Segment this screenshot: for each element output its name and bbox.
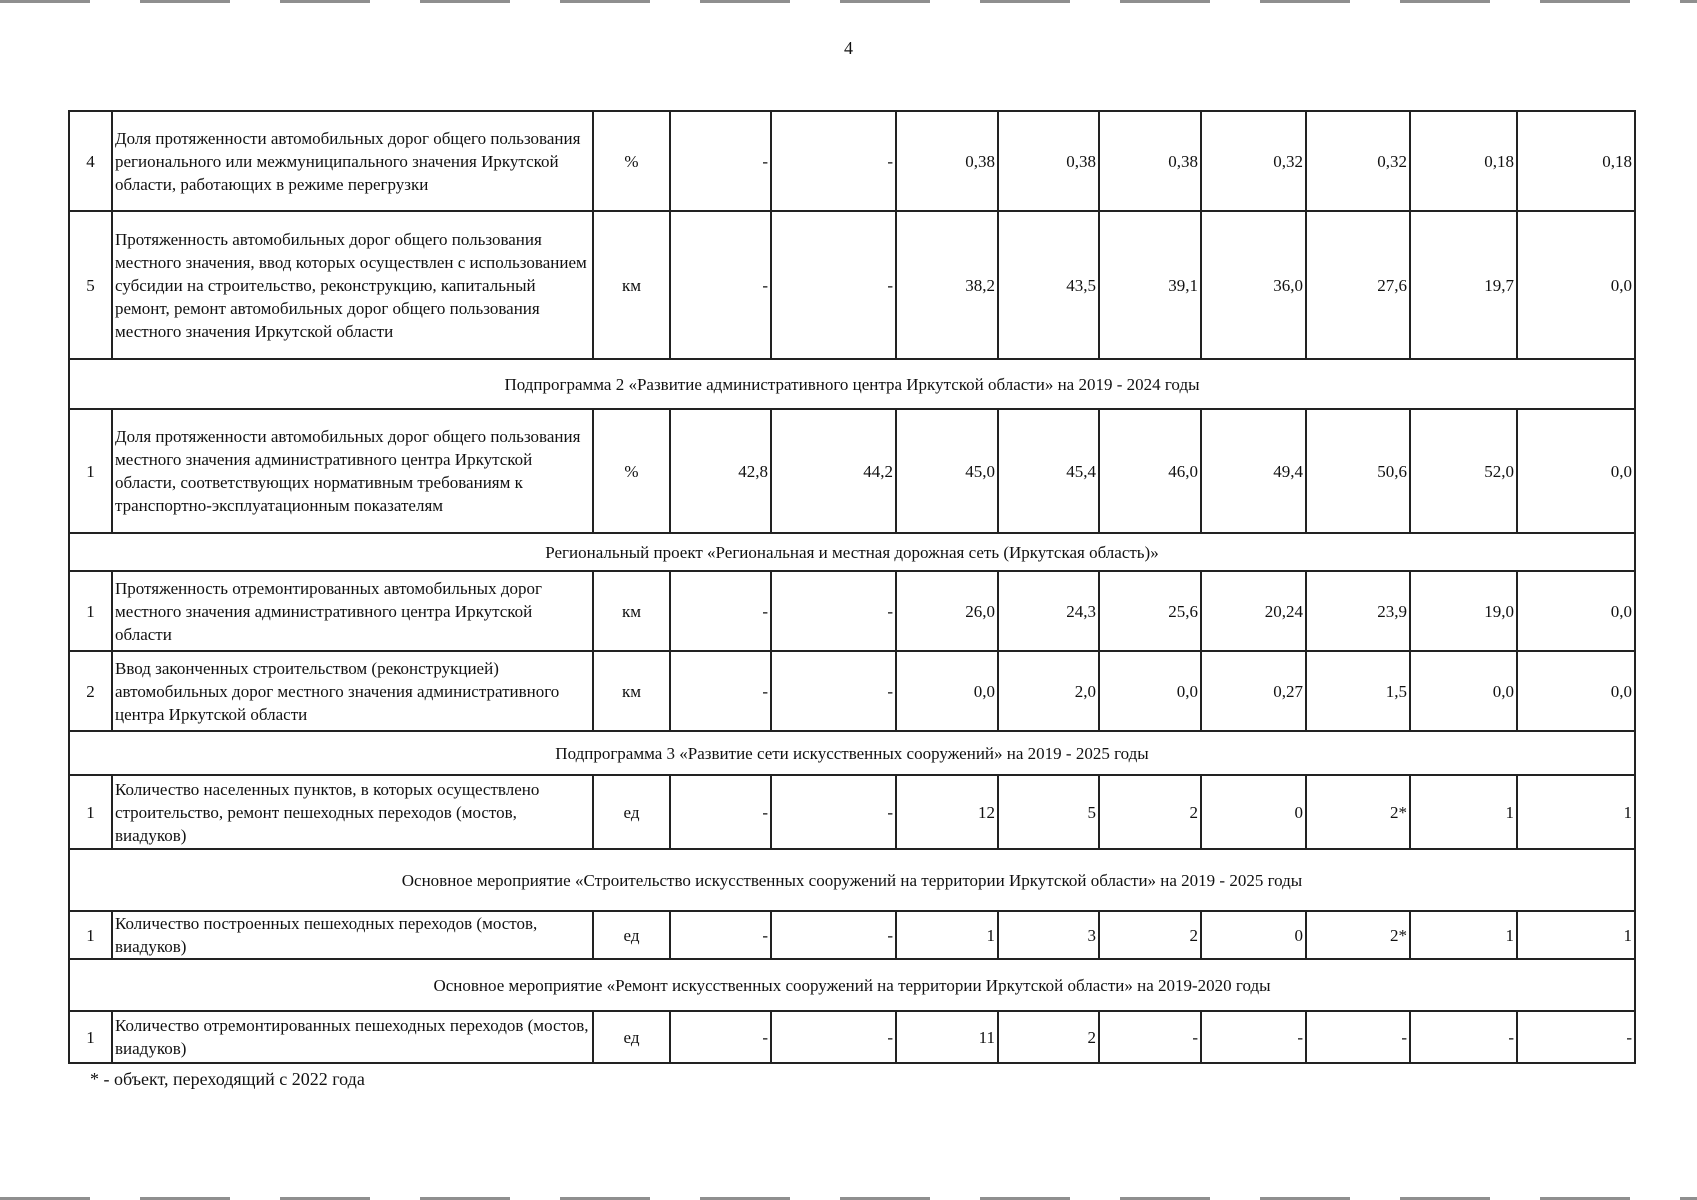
value-cell: - — [771, 775, 896, 849]
unit-cell: % — [593, 409, 670, 533]
value-cell: - — [771, 571, 896, 651]
indicator-name: Количество населенных пунктов, в которых осуществлено строительство, ремонт пешеходных переходов (мостов, виадуков) — [112, 775, 593, 849]
value-cell: - — [670, 651, 771, 731]
indicator-name: Ввод законченных строительством (реконструкцией) автомобильных дорог местного значения административного центра Иркутской области — [112, 651, 593, 731]
value-cell: 12 — [896, 775, 998, 849]
section-title: Подпрограмма 3 «Развитие сети искусственных сооружений» на 2019 - 2025 годы — [69, 731, 1635, 775]
value-cell: 3 — [998, 911, 1099, 959]
value-cell: 2 — [1099, 775, 1201, 849]
value-cell: - — [771, 1011, 896, 1063]
value-cell: 0,0 — [896, 651, 998, 731]
section-title: Подпрограмма 2 «Развитие административного центра Иркутской области» на 2019 - 2024 годы — [69, 359, 1635, 409]
unit-cell: % — [593, 111, 670, 211]
value-cell: - — [1306, 1011, 1410, 1063]
table-row — [69, 911, 1635, 959]
value-cell: 42,8 — [670, 409, 771, 533]
value-cell: 0,32 — [1201, 111, 1306, 211]
table-row — [69, 211, 1635, 359]
value-cell: 1 — [896, 911, 998, 959]
value-cell: - — [670, 775, 771, 849]
value-cell: 1,5 — [1306, 651, 1410, 731]
value-cell: 0,32 — [1306, 111, 1410, 211]
value-cell: - — [670, 911, 771, 959]
table-row — [69, 571, 1635, 651]
indicators-table — [68, 110, 1636, 1064]
value-cell: 46,0 — [1099, 409, 1201, 533]
value-cell: 1 — [1410, 775, 1517, 849]
value-cell: - — [771, 111, 896, 211]
unit-cell: ед — [593, 775, 670, 849]
table-row — [69, 111, 1635, 211]
value-cell: 52,0 — [1410, 409, 1517, 533]
value-cell: - — [1201, 1011, 1306, 1063]
value-cell: 45,0 — [896, 409, 998, 533]
value-cell: 2 — [998, 1011, 1099, 1063]
value-cell: 0,38 — [1099, 111, 1201, 211]
value-cell: 25,6 — [1099, 571, 1201, 651]
unit-cell: ед — [593, 911, 670, 959]
value-cell: 44,2 — [771, 409, 896, 533]
value-cell: 0 — [1201, 911, 1306, 959]
value-cell: - — [670, 571, 771, 651]
row-number: 1 — [69, 571, 112, 651]
value-cell: 2* — [1306, 911, 1410, 959]
page-number: 4 — [844, 38, 853, 58]
value-cell: 19,0 — [1410, 571, 1517, 651]
value-cell: 2,0 — [998, 651, 1099, 731]
unit-cell: км — [593, 211, 670, 359]
row-number: 4 — [69, 111, 112, 211]
section-title: Основное мероприятие «Ремонт искусственных сооружений на территории Иркутской области» на 2019-2020 годы — [69, 959, 1635, 1011]
value-cell: - — [670, 1011, 771, 1063]
value-cell: 1 — [1517, 775, 1635, 849]
value-cell: 19,7 — [1410, 211, 1517, 359]
value-cell: - — [1099, 1011, 1201, 1063]
row-number: 2 — [69, 651, 112, 731]
value-cell: 11 — [896, 1011, 998, 1063]
value-cell: 26,0 — [896, 571, 998, 651]
section-header-row — [69, 359, 1635, 409]
table-body — [69, 111, 1635, 1063]
value-cell: - — [771, 911, 896, 959]
row-number: 5 — [69, 211, 112, 359]
value-cell: 43,5 — [998, 211, 1099, 359]
value-cell: 38,2 — [896, 211, 998, 359]
value-cell: 23,9 — [1306, 571, 1410, 651]
indicator-name: Количество отремонтированных пешеходных переходов (мостов, виадуков) — [112, 1011, 593, 1063]
table-row — [69, 409, 1635, 533]
section-title: Основное мероприятие «Строительство искусственных сооружений на территории Иркутской области» на 2019 - 2025 годы — [69, 849, 1635, 911]
indicator-name: Количество построенных пешеходных переходов (мостов, виадуков) — [112, 911, 593, 959]
table-row — [69, 1011, 1635, 1063]
row-number: 1 — [69, 911, 112, 959]
value-cell: 0 — [1201, 775, 1306, 849]
value-cell: 24,3 — [998, 571, 1099, 651]
row-number: 1 — [69, 409, 112, 533]
unit-cell: км — [593, 651, 670, 731]
value-cell: 45,4 — [998, 409, 1099, 533]
value-cell: 36,0 — [1201, 211, 1306, 359]
section-header-row — [69, 849, 1635, 911]
footnote: * - объект, переходящий с 2022 года — [90, 1069, 365, 1089]
value-cell: - — [1410, 1011, 1517, 1063]
value-cell: 1 — [1410, 911, 1517, 959]
value-cell: 0,38 — [998, 111, 1099, 211]
value-cell: 0,27 — [1201, 651, 1306, 731]
value-cell: 49,4 — [1201, 409, 1306, 533]
indicator-name: Доля протяженности автомобильных дорог общего пользования регионального или межмуниципального значения Иркутской области, работающих в режиме перегрузки — [112, 111, 593, 211]
section-header-row — [69, 731, 1635, 775]
value-cell: 20,24 — [1201, 571, 1306, 651]
unit-cell: км — [593, 571, 670, 651]
value-cell: 5 — [998, 775, 1099, 849]
value-cell: 0,0 — [1517, 571, 1635, 651]
value-cell: - — [670, 111, 771, 211]
value-cell: 0,18 — [1517, 111, 1635, 211]
scan-edge-top — [0, 0, 1697, 3]
row-number: 1 — [69, 775, 112, 849]
value-cell: 0,0 — [1517, 651, 1635, 731]
value-cell: 0,0 — [1517, 409, 1635, 533]
value-cell: 0,0 — [1410, 651, 1517, 731]
value-cell: - — [771, 211, 896, 359]
value-cell: 0,0 — [1517, 211, 1635, 359]
value-cell: 1 — [1517, 911, 1635, 959]
indicator-name: Протяженность отремонтированных автомобильных дорог местного значения административного центра Иркутской области — [112, 571, 593, 651]
value-cell: 27,6 — [1306, 211, 1410, 359]
value-cell: - — [670, 211, 771, 359]
unit-cell: ед — [593, 1011, 670, 1063]
value-cell: 2* — [1306, 775, 1410, 849]
indicator-name: Доля протяженности автомобильных дорог общего пользования местного значения административного центра Иркутской области, соответствующих нормативным требованиям к транспортно-эксплуатационным показателям — [112, 409, 593, 533]
row-number: 1 — [69, 1011, 112, 1063]
section-title: Региональный проект «Региональная и местная дорожная сеть (Иркутская область)» — [69, 533, 1635, 571]
value-cell: 0,0 — [1099, 651, 1201, 731]
table-row — [69, 651, 1635, 731]
value-cell: 50,6 — [1306, 409, 1410, 533]
value-cell: 0,18 — [1410, 111, 1517, 211]
value-cell: 39,1 — [1099, 211, 1201, 359]
indicator-name: Протяженность автомобильных дорог общего пользования местного значения, ввод которых осуществлен с использованием субсидии на строительство, реконструкцию, капитальный ремонт, ремонт автомобильных дорог общего пользования местного значения Иркутской области — [112, 211, 593, 359]
table-row — [69, 775, 1635, 849]
value-cell: - — [771, 651, 896, 731]
section-header-row — [69, 533, 1635, 571]
value-cell: 2 — [1099, 911, 1201, 959]
value-cell: 0,38 — [896, 111, 998, 211]
value-cell: - — [1517, 1011, 1635, 1063]
section-header-row — [69, 959, 1635, 1011]
